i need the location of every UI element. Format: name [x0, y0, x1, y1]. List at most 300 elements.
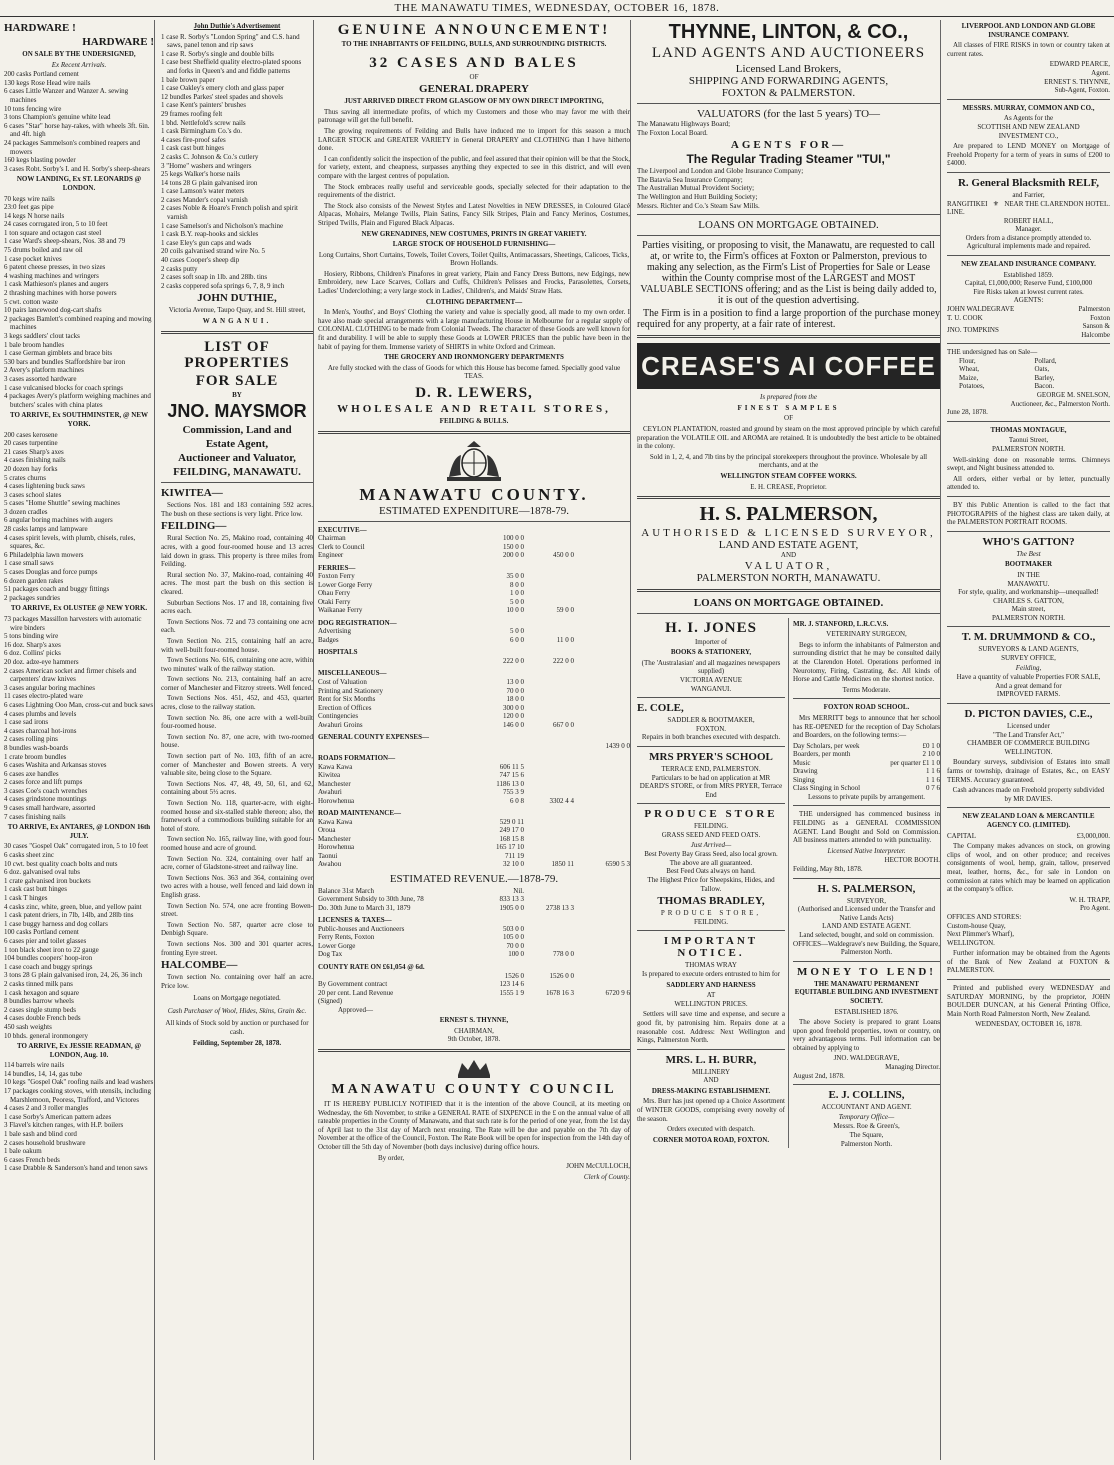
table-cell: 1526 0 0	[549, 971, 574, 980]
list-item: 1 cask hexagon and square	[4, 988, 80, 997]
montague-well: Well-sinking done on reasonable terms. Chimneys swept, and Night business attended to.	[947, 455, 1110, 473]
table-cell	[524, 818, 574, 827]
wray-prices: WELLINGTON PRICES.	[674, 999, 748, 1008]
table-row	[318, 606, 630, 615]
divider	[637, 496, 940, 499]
expenditure-group-heading: DOG REGISTRATION—	[318, 618, 397, 627]
jones-name: H. I. JONES	[665, 619, 757, 636]
table-row	[318, 636, 630, 645]
maysmor-role-2: Estate Agent,	[205, 438, 269, 451]
table-row	[318, 797, 630, 806]
property-item: Town section No. 87, one acre, with two-roomed house.	[161, 732, 313, 750]
clothing-text: In Men's, Youths', and Boys' Clothing the variety and value is specially good, all made to my own order. I have also made special arrangements with a large manufacturing House in Melbourne for a regular supply of COLONIAL CLOTHING to be made from Colonial Tweeds. The character of these Goods are well known for fit and durability. I will be able to supply these Goods at LOWER PRICES than the public have been in the habit of paying for them. Immense variety of SHIRTS in white Oxford and Crimean.	[318, 308, 630, 351]
expenditure-group-table	[318, 534, 630, 560]
collins-role: ACCOUNTANT AND AGENT.	[821, 1103, 912, 1112]
table-cell: Public-houses and Auctioneers	[318, 924, 405, 933]
table-row	[318, 678, 630, 687]
grenadines: NEW GRENADINES, NEW COSTUMES, PRINTS IN GREAT VARIETY.	[361, 229, 587, 238]
sold-text: Sold in 1, 2, 4, and 7lb tins by the principal storekeepers throughout the province. Wholesale by all merchants, and at the	[649, 452, 928, 470]
snelson-heading: THE undersigned has on Sale—	[947, 348, 1038, 357]
table-cell	[574, 780, 630, 789]
table-cell: 120 0 0	[503, 712, 524, 721]
nzi-agents: AGENTS:	[1013, 296, 1044, 305]
divider	[637, 589, 940, 592]
list-item: 1 cask cast butt hinges	[4, 885, 67, 894]
table-cell: Waikanae Ferry	[318, 606, 363, 615]
table-cell	[574, 852, 630, 861]
divider	[637, 1049, 785, 1050]
table-row	[793, 776, 940, 785]
murray-scottish: SCOTTISH AND NEW ZEALAND	[977, 122, 1080, 131]
list-item: 10 kegs "Gospel Oak" roofing nails and lead washers	[4, 1078, 154, 1087]
list-item: 450 sash weights	[4, 1022, 52, 1031]
table-row	[318, 818, 630, 827]
produce-store: PRODUCE STORE	[644, 808, 778, 821]
thynne-linton: THYNNE, LINTON, & CO.,	[668, 21, 909, 43]
to-arrive-heading: TO ARRIVE, Ex SOUTHMINSTER, @ NEW YORK.	[9, 411, 149, 428]
table-cell: Ferry Rents, Foxton	[318, 933, 375, 942]
loans-obtained-2: LOANS ON MORTGAGE OBTAINED.	[693, 596, 884, 609]
property-item: Town sections No. 213, containing half an acre, corner of Manchester and Fitzroy streets. Well fenced.	[161, 675, 313, 692]
list-item: 1 crate galvanised iron buckets	[4, 876, 91, 885]
agency-item: Messrs. Richter and Co.'s Steam Saw Mills.	[637, 201, 760, 210]
grocery-text: Are fully stocked with the class of Goods for which this House has become famed. Specially good value TEAS.	[327, 363, 621, 381]
table-row	[793, 742, 940, 751]
palmerson-2-name: H. S. PALMERSON,	[817, 882, 916, 895]
table-row	[318, 687, 630, 696]
waldegrave-name: JNO. WALDEGRAVE,	[833, 1054, 900, 1063]
table-cell	[524, 695, 574, 704]
list-item: 5 tons binding wire	[4, 632, 59, 641]
licenses-heading: LICENSES & TAXES—	[318, 916, 392, 925]
list-item: 8 bundles wash-boards	[4, 743, 69, 752]
table-cell: JNO. TOMPKINS	[947, 326, 999, 335]
table-row	[318, 534, 630, 543]
list-item: 2 cases force and lift pumps	[4, 778, 83, 787]
property-item: Town Section No. 587, quarter acre close to Denbigh Square.	[161, 920, 313, 938]
expenditure-group-heading: HOSPITALS	[318, 648, 358, 657]
property-item: Town Sections Nos. 451, 452, and 453, quarter acres, close to the railway station.	[161, 694, 313, 712]
by-label: BY	[232, 390, 242, 399]
cash-purchaser: Cash Purchaser of Wool, Hides, Skins, Grain &c.	[167, 1006, 307, 1015]
list-item: 10 tons fencing wire	[4, 104, 62, 113]
table-cell: By Government contract	[318, 980, 388, 989]
approved: Approved—	[338, 1005, 373, 1014]
booth-interpreter: Licensed Native Interpreter.	[827, 846, 906, 855]
divider	[947, 807, 1110, 808]
table-row	[318, 980, 630, 989]
list-item: 6 Philadelphia lawn mowers	[4, 550, 84, 559]
rate-heading: COUNTY RATE ON £61,054 @ 6d.	[318, 962, 425, 971]
list-item: 3 tons 28 G plain galvanised iron, 24, 26, 36 inch	[4, 971, 143, 980]
valuator-1: The Manawatu Highways Board;	[637, 120, 731, 128]
table-cell: JOHN WALDEGRAVE	[947, 305, 1015, 314]
cole-name: E. COLE,	[637, 702, 684, 715]
valuator-2: The Foxton Local Board.	[637, 128, 708, 137]
divider	[637, 235, 940, 236]
list-item: 5 crates churns	[4, 473, 46, 482]
crease-coffee-banner: CREASE'S AI COFFEE	[637, 343, 940, 389]
list-item: 2 thrashing machines with horse powers	[4, 289, 117, 298]
on-sale: ON SALE BY THE UNDERSIGNED,	[22, 50, 136, 58]
list-item: 1 case best Sheffield quality electro-plated spoons and forks in Queen's and and fiddle patterns	[161, 58, 302, 75]
drapery-paragraph: I can confidently solicit the inspection of the public, and feel assured that their opinion will be that the Stock, for variety, extent, and cheapness, surpasses anything they expected to see in this district, and will even compare with the largest centres of population.	[318, 154, 630, 180]
divider	[947, 172, 1110, 173]
jones-books: BOOKS & STATIONERY,	[670, 648, 752, 657]
table-cell	[574, 589, 630, 598]
table-row	[318, 933, 630, 942]
property-item: Town section No. 86, one acre with a well-built four-roomed house.	[161, 713, 313, 731]
gatton-name: CHARLES S. GATTON,	[993, 596, 1064, 605]
divider	[318, 1049, 630, 1052]
imprint-date: WEDNESDAY, OCTOBER 16, 1878.	[975, 1020, 1082, 1029]
coffee-prepared: Is prepared from the	[760, 393, 817, 402]
table-row	[318, 843, 630, 852]
list-item: 3 Flavel's kitchen ranges, with H.P. boilers	[4, 1121, 124, 1130]
divider	[637, 103, 940, 104]
list-item: 3 cases angular boring machines	[4, 683, 95, 692]
table-row	[793, 784, 940, 793]
expenditure-table	[318, 526, 630, 869]
divider	[947, 979, 1110, 980]
duthie-list	[161, 33, 313, 291]
drummond-have: Have a quantity of valuable Properties FOR SALE,	[956, 673, 1101, 682]
palmerson-land: LAND AND ESTATE AGENT,	[718, 539, 859, 552]
list-item: 2 packages Bamlett's combined reaping and mowing machines	[4, 314, 152, 332]
list-item: 30 cases "Gospel Oak" corrugated iron, 5 to 10 feet	[4, 842, 149, 851]
montague-town: PALMERSTON NORTH.	[991, 444, 1066, 453]
list-item: 6 doz. Collins' picks	[4, 649, 61, 658]
estimated-expenditure: ESTIMATED EXPENDITURE—1878-79.	[378, 504, 570, 517]
table-cell: Music	[793, 758, 811, 767]
list-item: 73 packages Massillon harvesters with automatic wire binders	[4, 615, 142, 632]
table-cell: 13 0 0	[506, 678, 524, 687]
table-cell	[574, 950, 630, 959]
table-cell	[524, 543, 574, 552]
table-cell	[574, 687, 630, 696]
table-cell: 667 0 0	[553, 720, 574, 729]
table-cell	[524, 534, 574, 543]
table-cell	[524, 704, 574, 713]
list-item: 14 bundles, 14, 14, gas tube	[4, 1069, 83, 1078]
list-item: 3 cases school slates	[4, 490, 62, 499]
duthie-address: Victoria Avenue, Taupo Quay, and St. Hill street,	[168, 306, 306, 315]
nzloan-plimmer: Next Plimmer's Wharf),	[947, 930, 1015, 939]
table-cell	[574, 543, 630, 552]
maysmor-date: Feilding, September 28, 1878.	[192, 1038, 282, 1047]
list-item: 2 casks tinned milk pans	[4, 979, 73, 988]
collins-square: The Square,	[849, 1131, 884, 1140]
ceylon-text: CEYLON PLANTATION, roasted and ground by steam on the most approved principle by which careful preparation the VOLATILE OIL and AROMA are retained. It is undoubtedly the best article to be obtained in the colony.	[637, 424, 940, 451]
table-cell: Erection of Offices	[318, 703, 372, 712]
divider	[793, 698, 940, 699]
expenditure-group-heading: ROAD MAINTENANCE—	[318, 809, 402, 818]
direct-import: JUST ARRIVED DIRECT FROM GLASGOW OF MY OWN DIRECT IMPORTING,	[344, 97, 604, 106]
table-row	[318, 589, 630, 598]
list-item: 1 case small saws	[4, 559, 54, 568]
list-item: 25 kegs Walker's horse nails	[161, 170, 241, 179]
list-item: 29 frames roofing felt	[161, 109, 223, 118]
feilding-heading: FEILDING—	[161, 520, 227, 533]
table-cell	[574, 788, 630, 797]
trapp-name: W. H. TRAPP,	[1069, 895, 1110, 904]
table-cell	[524, 627, 574, 636]
table-cell: 833 13 3	[499, 895, 524, 904]
divider	[793, 878, 940, 879]
list-item: 160 kegs blasting powder	[4, 156, 76, 165]
picton-chamber: CHAMBER OF COMMERCE BUILDING	[967, 739, 1090, 748]
table-row	[318, 780, 630, 789]
rate-table	[318, 972, 630, 998]
valuators: VALUATORS (for the last 5 years) TO—	[696, 108, 881, 120]
table-cell: 5 0 0	[510, 627, 524, 636]
pryer-address: TERRACE END, PALMERSTON.	[661, 765, 761, 774]
table-cell: 1 1 6	[926, 775, 940, 784]
coffee-works: WELLINGTON STEAM COFFEE WORKS.	[720, 471, 857, 480]
list-item: 1 case sad irons	[4, 718, 49, 727]
table-cell: 5 0 0	[510, 597, 524, 606]
table-cell	[524, 788, 574, 797]
picton-by: by MR DAVIES.	[1004, 794, 1053, 803]
murray-investment: INVESTMENT CO.,	[998, 131, 1059, 140]
property-item: Town Sections Nos. 47, 48, 49, 50, 61, and 62, containing about 5½ acres.	[161, 779, 313, 797]
property-item: Rural section No. 37, Makino-road, containing 40 acres. The most part the bush on this section is cleared.	[161, 570, 313, 596]
table-row	[318, 742, 630, 751]
imprint: Printed and published every WEDNESDAY and SATURDAY MORNING, by the proprietor, JOHN BOULDER DUNCAN, at his General Printing Office, Main North Road Palmerston North, New Zealand.	[947, 984, 1110, 1018]
wray-name: THOMAS WRAY	[685, 961, 737, 970]
maysmor-name: JNO. MAYSMOR	[167, 401, 307, 422]
list-item: 4 cases grindstone mountings	[4, 795, 87, 804]
society-est: ESTABLISHED 1876.	[834, 1007, 899, 1016]
table-row	[318, 581, 630, 590]
kiwitea-text: Sections Nos. 181 and 183 containing 592 acres. The bush on these sections is very light. Price low.	[161, 501, 313, 518]
table-cell: Foxton	[1090, 313, 1110, 322]
list-item: 1 bale brown paper	[161, 75, 215, 84]
table-cell	[524, 589, 574, 598]
nzi-capital: Capital, £1,000,000; Reserve Fund, £100,000	[964, 279, 1093, 288]
clerk-name: JOHN McCULLOCH,	[566, 1162, 630, 1171]
table-cell: Manchester	[318, 779, 351, 788]
pearce-role: Agent.	[1091, 68, 1110, 77]
agency-item: The Australian Mutual Provident Society;	[637, 184, 755, 193]
table-cell	[574, 972, 630, 981]
hardware-list	[4, 842, 154, 1040]
hardware-list	[4, 70, 154, 173]
nzi-fire: Fire Risks taken at lowest current rates.	[973, 287, 1084, 296]
hardware-list	[4, 615, 154, 821]
palmerson-valuator: VALUATOR,	[744, 559, 833, 572]
table-row	[318, 788, 630, 797]
table-cell	[524, 678, 574, 687]
agency-item: The Batavia Sea Insurance Company;	[637, 175, 743, 184]
table-cell: Badges	[318, 635, 339, 644]
list-item: 2 Avery's platform machines	[4, 366, 84, 375]
table-row	[318, 852, 630, 861]
general-drapery: GENERAL DRAPERY	[419, 83, 529, 96]
burr-and: AND	[703, 1076, 719, 1085]
signed: (Signed)	[318, 997, 343, 1006]
table-cell	[574, 695, 630, 704]
table-cell: 1 1 6	[926, 767, 940, 776]
pearce-name: EDWARD PEARCE,	[1049, 60, 1110, 69]
table-cell	[524, 843, 574, 852]
table-cell	[574, 818, 630, 827]
cole-foxton: FOXTON.	[695, 724, 726, 733]
divider	[947, 626, 1110, 627]
expenditure-group-heading: FERRIES—	[318, 563, 356, 572]
to-arrive-heading: TO ARRIVE, Ex JESSIE READMAN, @ LONDON, Aug. 10.	[16, 1042, 142, 1059]
table-cell: 146 0 0	[503, 720, 524, 729]
society-date: August 2nd, 1878.	[793, 1071, 845, 1080]
relf-clarendon: NEAR THE CLARENDON HOTEL.	[1004, 199, 1110, 208]
list-item: 17 packages cooking stoves, with utensils, including Marshlemoon, Peoress, Trafford, and Victores	[4, 1087, 151, 1104]
clerk-title: Clerk of County.	[583, 1172, 630, 1181]
table-cell: 222 0 0	[503, 656, 524, 665]
snelson-name: GEORGE M. SNELSON,	[1036, 391, 1110, 399]
table-cell: 32 10 0	[503, 860, 524, 869]
nzi-established: Established 1859.	[1003, 270, 1054, 279]
expenditure-group-table	[318, 678, 630, 729]
collins-temp: Temporary Office—	[838, 1112, 895, 1121]
table-cell: 1526 0	[504, 971, 524, 980]
murray-text: Are prepared to LEND MONEY on Mortgage of Freehold Property for a term of years in sums of £200 to £4000.	[947, 142, 1110, 168]
table-cell	[524, 572, 574, 581]
table-cell: 6 0 8	[510, 796, 524, 805]
table-row	[318, 860, 630, 869]
list-item: 3 "Home" washers and wringers	[161, 161, 252, 170]
table-cell: Class Singing in School	[793, 784, 861, 793]
table-cell	[574, 797, 630, 806]
property-item: Town Sections Nos. 363 and 364, containing over two acres with a house, well fenced and laid down in English grass.	[161, 873, 313, 899]
table-cell: 8 0 0	[510, 580, 524, 589]
list-item: 1 case R. Sorby's single and double bills	[161, 49, 274, 58]
expenditure-group-heading: EXECUTIVE—	[318, 525, 367, 534]
list-item: 1 case R. Sorby's "London Spring" and C.S. hand saws, panel tenon and rip saws	[161, 32, 300, 50]
wray-at: AT	[706, 991, 716, 1000]
column-insurance	[947, 20, 1110, 1460]
thynne-name: ERNEST S. THYNNE,	[1044, 77, 1110, 86]
relf-heading: R. General Blacksmith RELF,	[957, 176, 1100, 189]
school-heading: FOXTON ROAD SCHOOL.	[823, 703, 910, 712]
snelson-date: June 28, 1878.	[947, 408, 988, 417]
list-item: 114 barrels wire nails	[4, 1061, 65, 1070]
divider	[947, 531, 1110, 532]
tui-steamer: The Regular Trading Steamer "TUI,"	[686, 152, 891, 167]
parties-visiting: Parties visiting, or proposing to visit, the Manawatu, are requested to call at, or write to, the Firm's offices at Foxton or Palmerston, previous to making any selection, as the Firm's List of Properties for Sale or Lease within the County comprise most of the LARGEST and MOST VALUABLE SECTIONS offering; and as the List is being daily added to, it is out of the question advertising.	[640, 240, 937, 307]
burr-text: Mrs. Burr has just opened up a Choice Assortment of WINTER GOODS, comprising every novelty of the season.	[637, 1097, 785, 1123]
palmerson-name: H. S. PALMERSON,	[699, 503, 878, 526]
table-cell: 165 17 10	[496, 843, 524, 852]
coat-of-arms-icon	[439, 439, 509, 483]
list-item: 7 cases finishing nails	[4, 812, 66, 821]
table-cell: Awahou	[318, 860, 342, 869]
murray-as-agents: As Agents for the	[1003, 114, 1054, 123]
produce-place: FEILDING.	[693, 822, 729, 831]
small-ads-area	[637, 618, 940, 1149]
palmerson-2-offices: OFFICES—Waldegrave's new Building, the Square, Palmerston North.	[793, 939, 940, 957]
list-item: 6 angular boring machines with augers	[4, 516, 113, 525]
arrivals: Ex Recent Arrivals.	[51, 60, 107, 69]
table-row	[947, 314, 1110, 323]
list-item: 200 casks Portland cement	[4, 70, 79, 79]
collins-name: E. J. COLLINS,	[828, 1089, 905, 1102]
property-item: Town Section No. 215, containing half an acre, with well-built four-roomed house.	[161, 636, 313, 654]
table-row	[793, 759, 940, 768]
table-cell: 755 3 9	[503, 788, 524, 797]
wray-saddlery: SADDLERY AND HARNESS	[666, 980, 756, 989]
list-item: 1 cask Mathieson's planes and augers	[4, 280, 109, 289]
table-cell	[574, 933, 630, 942]
list-item: 6 cases axe handles	[4, 769, 59, 778]
list-item: 14 kegs N horse nails	[4, 211, 65, 220]
table-row	[318, 543, 630, 552]
stanford-terms: Terms Moderate.	[842, 685, 891, 694]
grain-item: Flour,	[959, 356, 976, 365]
grains-list	[947, 357, 1110, 391]
table-cell	[574, 895, 630, 904]
property-item: Town sections Nos. 300 and 301 quarter acres, fronting Eyre street.	[161, 939, 313, 957]
list-item: 1 bale broom handles	[4, 340, 65, 349]
picton-name: D. PICTON DAVIES, C.E.,	[964, 708, 1093, 721]
waldegrave-title: Managing Director.	[885, 1063, 940, 1072]
palmerson-2-auth: (Authorised and Licensed under the Transfer and Native Lands Acts)	[797, 905, 936, 922]
grain-item: Bacon.	[1034, 382, 1055, 391]
duthie-town: WANGANUI.	[202, 317, 272, 325]
list-item: 2 cases Noble & Hoare's French polish and spirit varnish	[161, 204, 298, 222]
list-item: 1 bhd. Nettlefold's screw nails	[161, 118, 246, 127]
table-cell: 2 10 0	[922, 750, 940, 759]
maysmor-role-3: Auctioneer and Valuator,	[178, 452, 296, 465]
jones-wanganui: WANGANUI.	[690, 684, 732, 693]
list-item: 1 case Sorby's American pattern adzes	[4, 1112, 112, 1121]
nzloan-offices: OFFICES AND STORES:	[947, 912, 1022, 921]
list-item: 4 cases plumbs and levels	[4, 709, 77, 718]
estimated-revenue: ESTIMATED REVENUE.—1878-79.	[389, 872, 559, 885]
nzi-agents-table	[947, 305, 1110, 339]
divider	[161, 482, 313, 483]
list-item: 1 case Samelson's and Nicholson's machine	[161, 221, 284, 230]
table-cell	[524, 925, 574, 934]
property-item: Town Sections Nos. 72 and 73 containing one acre each.	[161, 617, 313, 635]
maysmor-place: FEILDING, MANAWATU.	[173, 466, 301, 479]
relf-rangitikei: RANGITIKEI	[947, 199, 988, 208]
table-cell: 11 0 0	[556, 635, 574, 644]
palmerson-2-land: LAND AND ESTATE AGENT.	[822, 922, 911, 931]
table-cell	[524, 895, 574, 904]
grocery-heading: THE GROCERY AND IRONMONGERY DEPARTMENTS	[384, 353, 564, 362]
crown-icon	[454, 1057, 494, 1079]
table-row	[318, 904, 630, 913]
gatton-bootmaker: BOOTMAKER	[1004, 560, 1053, 569]
table-cell: Contingencies	[318, 712, 359, 721]
table-cell: Sanson & Halcombe	[1081, 322, 1110, 339]
table-cell: Balance 31st March	[318, 886, 374, 895]
list-item: 1 cask Birmingham Co.'s do.	[161, 127, 242, 136]
table-cell: 747 15 6	[499, 771, 524, 780]
table-row	[318, 704, 630, 713]
list-item: 20 doz. adze-eye hammers	[4, 657, 79, 666]
grain-item: Barley,	[1034, 373, 1055, 382]
table-cell: Engineer	[318, 551, 344, 560]
licenses-table	[318, 925, 630, 959]
list-item: 6 cases Little Wanzer and Wanzer A. sewing machines	[4, 87, 129, 104]
hall-name: ROBERT HALL,	[1003, 216, 1054, 225]
table-cell: 778 0 0	[553, 950, 574, 959]
palmerson-2-selected: Land selected, bought, and sold on commission.	[799, 930, 934, 939]
list-item: 1 case Eley's gun caps and wads	[161, 238, 252, 247]
table-row	[318, 572, 630, 581]
table-cell	[574, 704, 630, 713]
